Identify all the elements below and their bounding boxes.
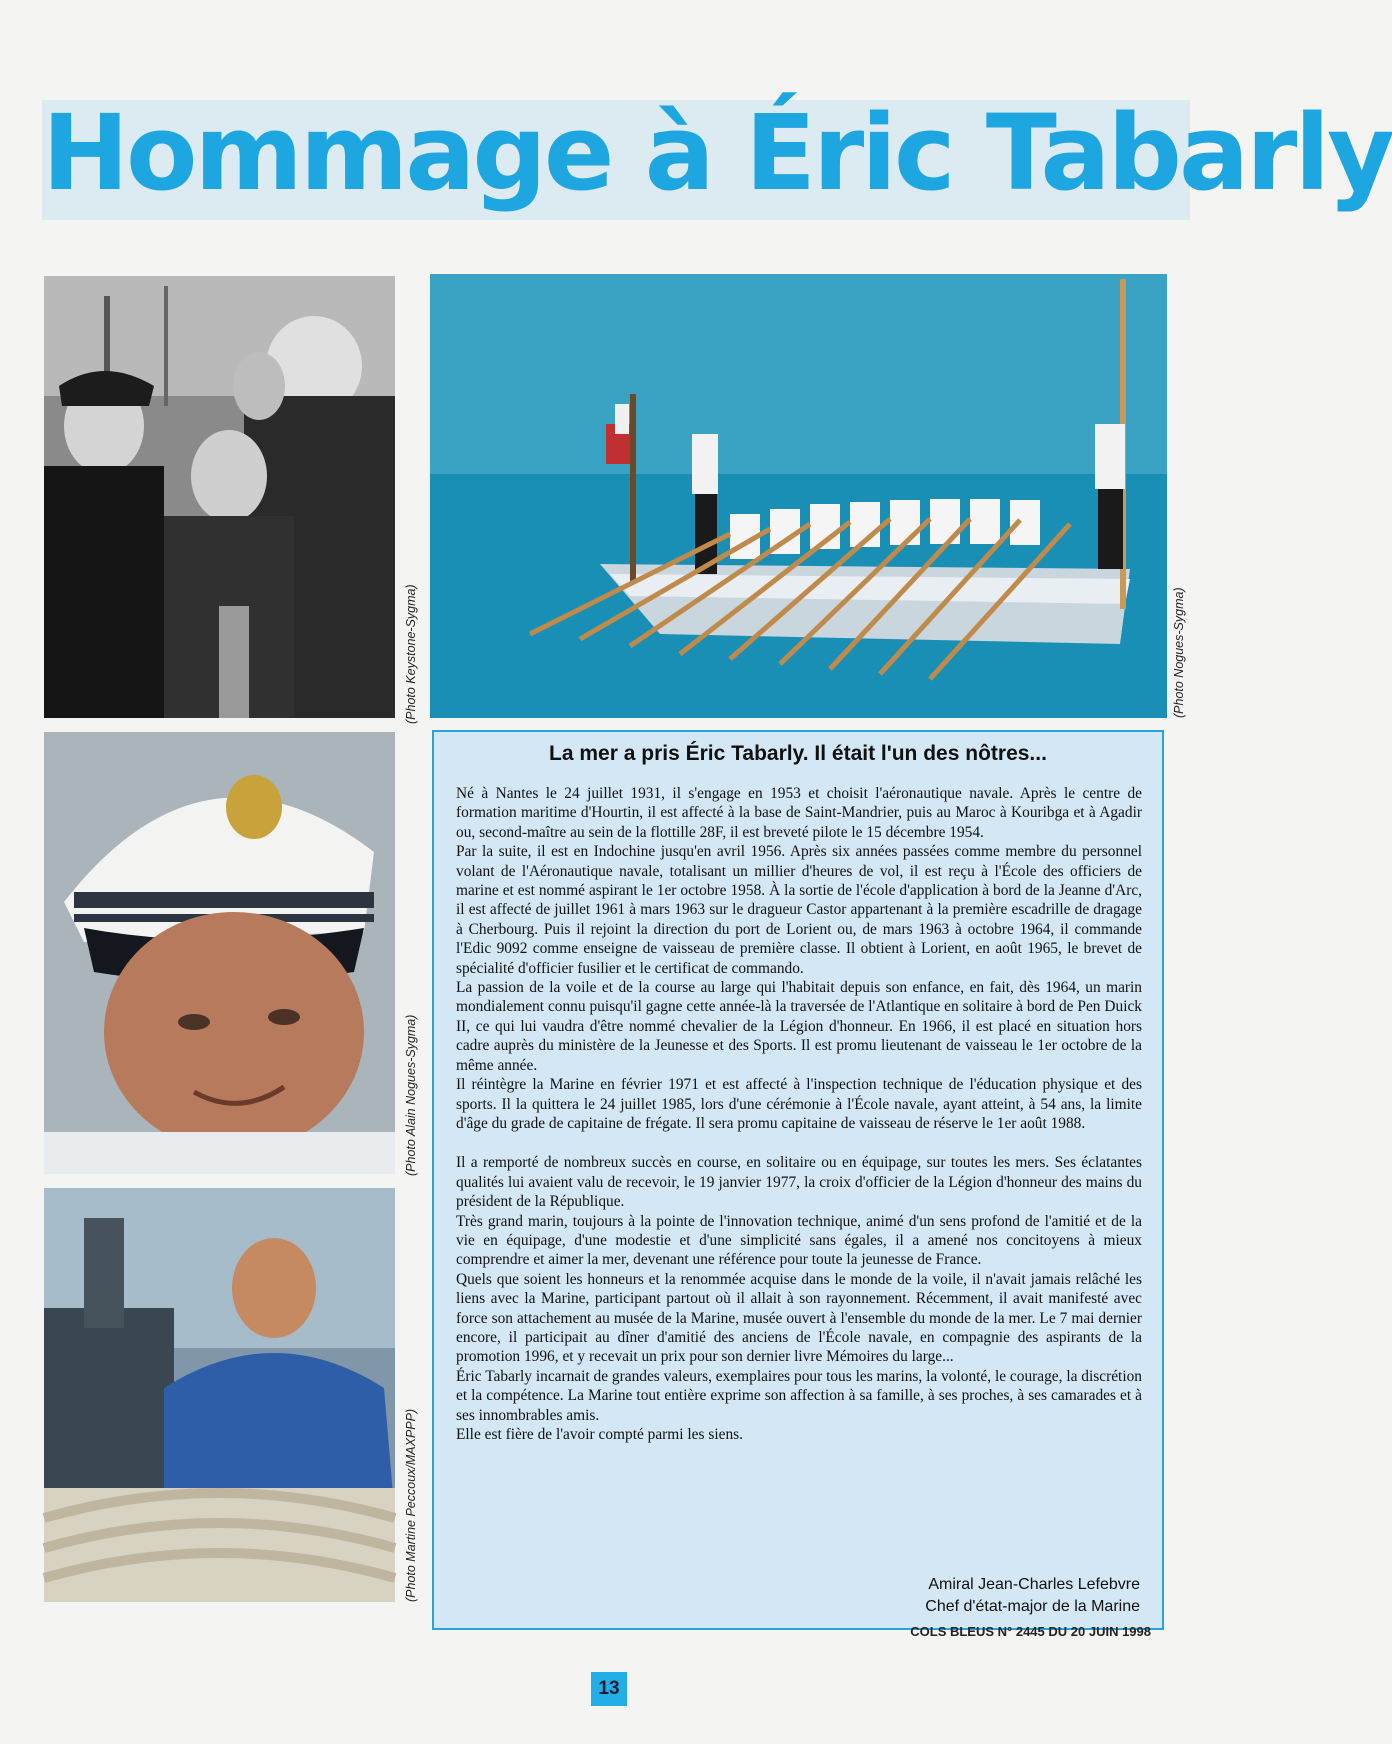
article-paragraph: Il réintègre la Marine en février 1971 et est affecté à l'inspection technique de l'éducation physique et des sports. Il la quittera le 24 juillet 1985, lors d'une cérémonie à l'École navale, ayant atteint, à 54 ans, la limite d'âge du grade de capitaine de frégate. Il sera promu capitaine de vaisseau de réserve le 1er août 1988. [456,1076,1142,1132]
photo-deck-image [44,1188,395,1602]
signature-name: Amiral Jean-Charles Lefebvre [928,1576,1140,1593]
article-paragraph: Né à Nantes le 24 juillet 1931, il s'engage en 1953 et choisit l'aéronautique navale. Après le centre de formation maritime d'Hourtin, il est affecté à la base de Saint-Mandrier, puis au Maroc à Kouribga et à Agadir ou, second-maître au sein de la flottille 28F, il est breveté pilote le 15 décembre 1954. [456,785,1142,841]
page-title: Hommage à Éric Tabarly [42,92,1392,214]
page-number: 13 [591,1672,627,1706]
article-heading: La mer a pris Éric Tabarly. Il était l'un des nôtres... [549,742,1047,765]
photo-captain-image [44,732,395,1174]
photo-rowing-credit: (Photo Nogues-Sygma) [1172,587,1186,718]
article-body [456,784,1142,1444]
article-box [432,730,1164,1630]
paragraph-gap [456,1133,1142,1153]
photo-rowing [430,274,1167,718]
article-paragraph: Éric Tabarly incarnait de grandes valeurs, exemplaires pour tous les marins, la volonté, le courage, la discrétion et la compétence. La Marine tout entière exprime son affection à sa famille, à ses proches, à ses camarades et à ses innombrables amis. [456,1367,1142,1424]
photo-ceremony-credit: (Photo Keystone-Sygma) [404,584,418,724]
photo-captain-credit: (Photo Alain Nogues-Sygma) [404,1014,418,1176]
publication-footer: COLS BLEUS N° 2445 DU 20 JUIN 1998 [910,1624,1151,1639]
photo-ceremony-image [44,276,395,718]
photo-deck [44,1188,395,1602]
photo-deck-credit: (Photo Martine Peccoux/MAXPPP) [404,1408,418,1602]
article-paragraph: Elle est fière de l'avoir compté parmi les siens. [456,1426,743,1443]
article-paragraph: Très grand marin, toujours à la pointe de l'innovation technique, animé d'un sens profond de l'amitié et de la vie en équipage, d'une modestie et d'une simplicité sans égales, il a amené nos concitoyens à mieux comprendre et aimer la mer, devenant une référence pour toute la jeunesse de France. [456,1212,1142,1269]
signature-title: Chef d'état-major de la Marine [925,1598,1140,1615]
article-paragraph: Quels que soient les honneurs et la renommée acquise dans le monde de la voile, il n'avait jamais relâché les liens avec la Marine, participant partout où il allait à son rayonnement. Récemment, il avait manifesté avec force son attachement au musée de la Marine, musée ouvert à l'ensemble du monde de la mer. Le 7 mai dernier encore, il participait au dîner d'amitié des anciens de l'École navale, en compagnie des aspirants de la promotion 1996, et y recevait un prix pour son dernier livre Mémoires du large... [456,1270,1142,1366]
photo-ceremony [44,276,395,718]
article-paragraph: Par la suite, il est en Indochine jusqu'en avril 1956. Après six années passées comme membre du personnel volant de l'Aéronautique navale, totalisant un millier d'heures de vol, il est reçu à l'École des officiers de marine et est nommé aspirant le 1er octobre 1958. À la sortie de l'école d'application à bord de la Jeanne d'Arc, il est affecté de juillet 1961 à mars 1963 sur le dragueur Castor appartenant à la première escadrille de dragage à Cherbourg. Puis il rejoint la direction du port de Lorient ou, de mars 1963 à octobre 1964, il commande l'Edic 9092 comme enseigne de vaisseau de première classe. Il obtient à Lorient, en août 1965, le brevet de spécialité d'officier fusilier et le certificat de commando. [456,843,1142,977]
photo-rowing-image [430,274,1167,718]
signature [925,1574,1140,1618]
article-paragraph: Il a remporté de nombreux succès en course, en solitaire ou en équipage, sur toutes les mers. Ses éclatantes qualités lui avaient valu de recevoir, le 19 janvier 1977, la croix d'officier de la Légion d'honneur des mains du président de la République. [456,1154,1142,1211]
article-paragraph: La passion de la voile et de la course au large qui l'habitait depuis son enfance, en fait, dès 1964, un marin mondialement connu puisqu'il gagne cette année-là la traversée de l'Atlantique en solitaire à bord de Pen Duick II, ce qui lui vaudra d'être nommé chevalier de la Légion d'honneur. En 1966, il est placé en situation hors cadre auprès du ministère de la Jeunesse et des Sports. Il est promu lieutenant de vaisseau le 1er octobre de la même année. [456,979,1142,1074]
photo-captain [44,732,395,1174]
